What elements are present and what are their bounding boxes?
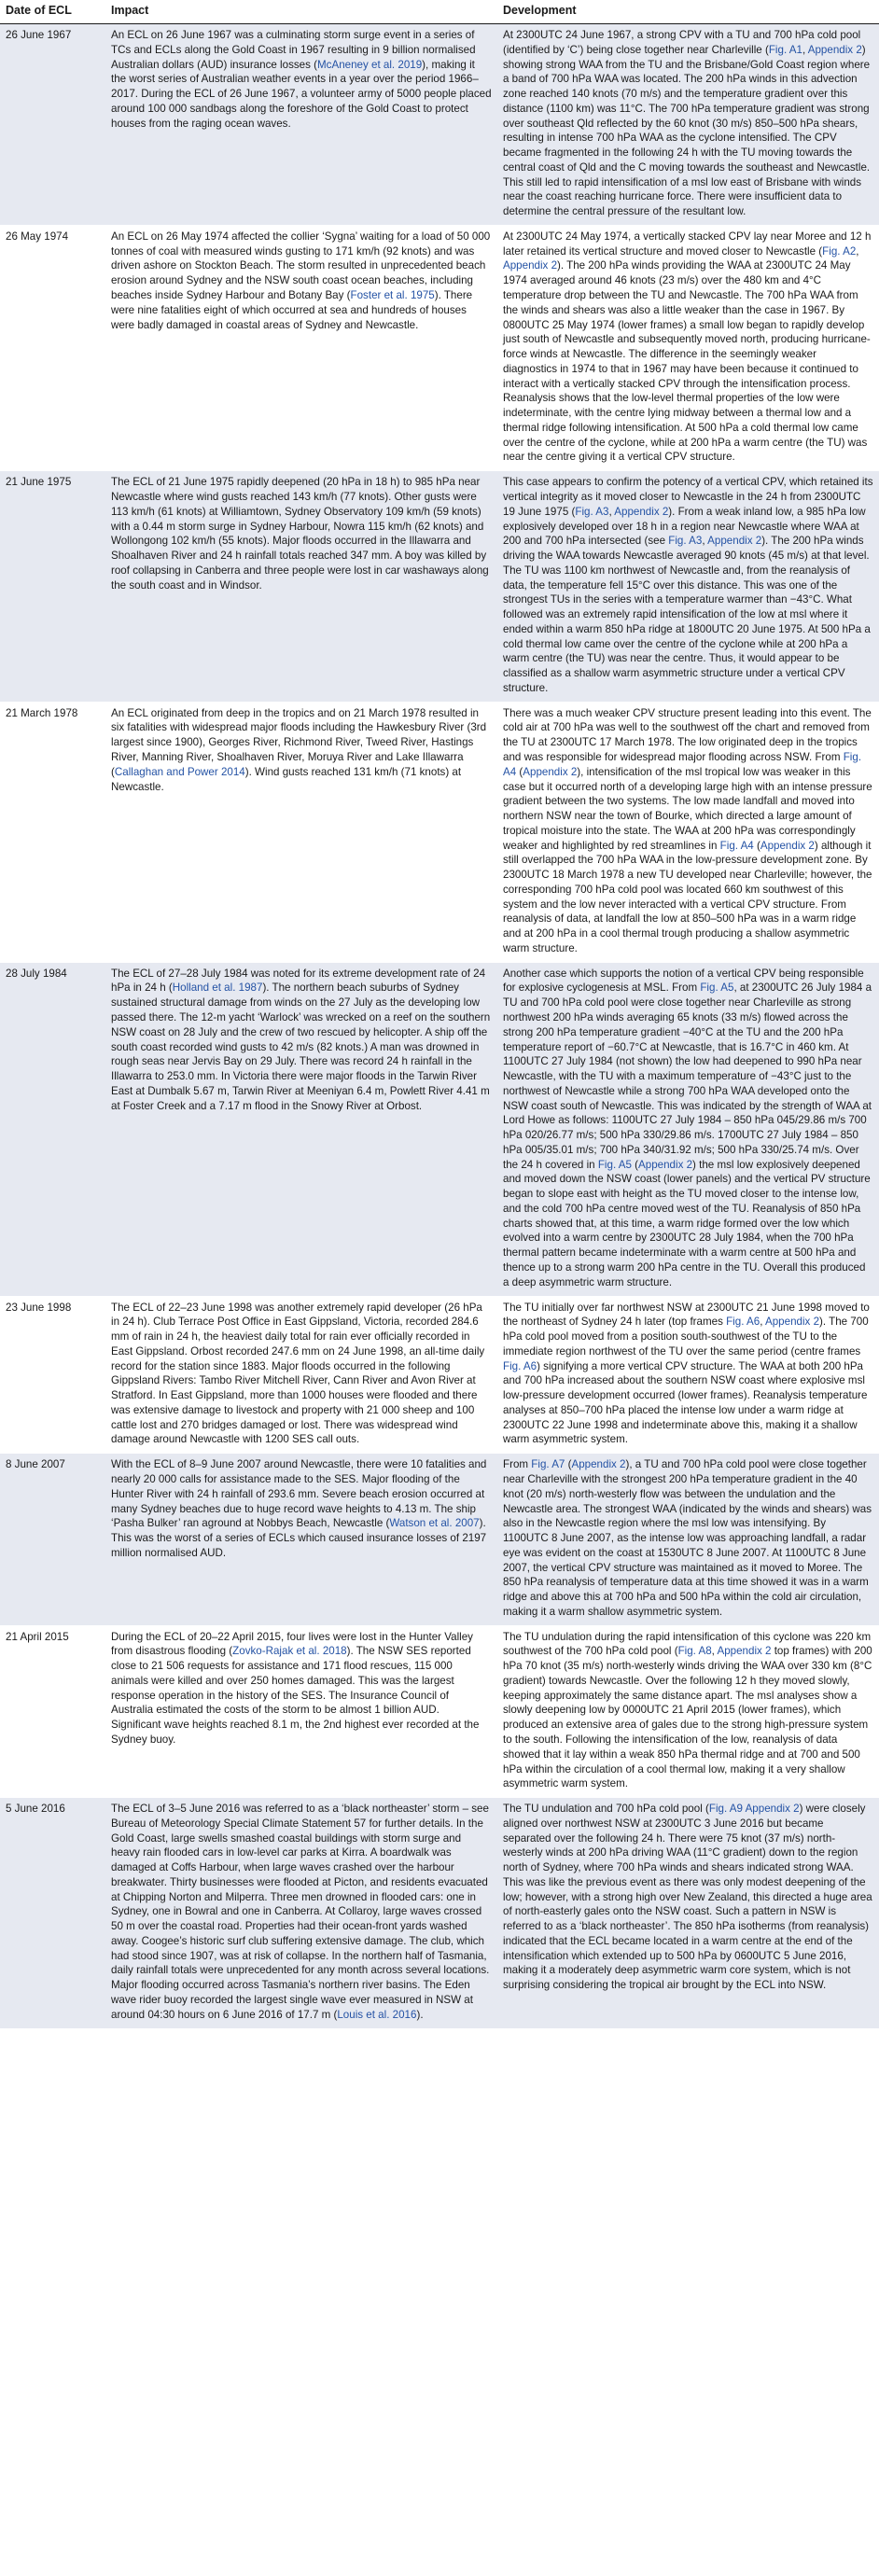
development-cell bbox=[497, 471, 879, 702]
citation-link[interactable]: Fig. A4 bbox=[503, 750, 862, 778]
table-row bbox=[0, 962, 879, 1296]
cell-text: ), a TU and 700 hPa cold pool were close together near Charleville with the strongest 200 hPa temperature gradient in the 40 knot (20 m/s) north-westerly flow was between the undulation and the Newcastle area. The strongest WAA (indicated by the winds and shears) was also in the Newcastle region where the msl low was intensifying. By 1100UTC 8 June 2007, as the intense low was approaching landfall, a radar eye was evident on the coast at 1530UTC 8 June 2007. At 1100UTC 8 June 2007, the vertical CPV structure was maintained as it moved to Moree. The 850 hPa reanalysis of temperature data at this time showed it was in a warm ridge and above this at 700 hPa and 500 hPa within the cold air circulation, making it a warm shallow asymmetric system. bbox=[503, 1458, 872, 1618]
table-row bbox=[0, 24, 879, 226]
date-cell: 23 June 1998 bbox=[0, 1296, 105, 1454]
cell-text: The TU undulation during the rapid intensification of this cyclone was 220 km southwest of the 700 hPa cold pool ( bbox=[503, 1630, 872, 1658]
impact-cell bbox=[105, 1625, 497, 1797]
cell-text: ). The NSW SES reported close to 21 506 requests for assistance and 171 flood rescues, 115 000 animals were killed and over 250 homes damaged. This was the largest response operation in the history of the SES. The Insurance Council of Australia estimated the costs of the storm to be almost 1 billion AUD. Significant wave heights reached 8.1 m, the 2nd highest ever recorded at the Sydney buoy. bbox=[111, 1645, 480, 1746]
impact-cell bbox=[105, 1798, 497, 2028]
citation-link[interactable]: Appendix 2 bbox=[745, 1803, 800, 1816]
cell-text: During the ECL of 20–22 April 2015, four lives were lost in the Hunter Valley from disastrous flooding ( bbox=[111, 1630, 473, 1658]
table-row bbox=[0, 1625, 879, 1797]
citation-link[interactable]: Fig. A6 bbox=[726, 1316, 760, 1329]
citation-link[interactable]: Appendix 2 bbox=[717, 1645, 772, 1658]
cell-text: ). The 700 hPa cold pool moved from a position south-southwest of the TU to the immediate region northwest of the TU over the same period (centre frames bbox=[503, 1316, 869, 1358]
cell-text: An ECL originated from deep in the tropics and on 21 March 1978 resulted in six fatalities with widespread major floods including the Hawkesbury River (3rd largest since 1900), Georges River, Richmond River, Tweed River, Hastings River, Manning River, Shoalhaven River, Moruya River and Lake Illawarra ( bbox=[111, 706, 487, 778]
table-row bbox=[0, 1296, 879, 1454]
date-cell: 26 May 1974 bbox=[0, 225, 105, 470]
cell-text: , bbox=[608, 505, 615, 518]
impact-cell bbox=[105, 962, 497, 1296]
date-cell: 21 June 1975 bbox=[0, 471, 105, 702]
impact-cell bbox=[105, 24, 497, 226]
table-row bbox=[0, 702, 879, 962]
cell-text: ). The northern beach suburbs of Sydney sustained structural damage from winds on the 27 July as the developing low passed there. The 12-m yacht ‘Warlock’ was wrecked on a reef on the southern NSW coast on 28 July and the crew of two rescued by helicopter. A ship off the south coast recorded wind gusts to 42 m/s (82 knots.) A man was drowned in rough seas near Jervis Bay on 29 July. There was record 24 h rainfall in the Illawarra to 253.0 mm. In Victoria there were major floods in the Tarwin River East at Dumbalk 5.67 m, Tarwin River at Meeniyan 6.4 m, Powlett River 4.41 m at Foster Creek and a 7.17 m flood in the Snowy River at Orbost. bbox=[111, 982, 491, 1112]
date-cell: 21 April 2015 bbox=[0, 1625, 105, 1797]
cell-text: ( bbox=[631, 1158, 639, 1171]
cell-text: ) although it still overlapped the 700 hPa WAA in the low-pressure development zone. By 2300UTC 18 March 1978 a new TU developed near Charleville; however, the corresponding 700 hPa cold pool was located 660 km southwest of this system and the low never interacted with a vertical CPV structure. From reanalysis of data, at landfall the low at 850–500 hPa was in a warm ridge and at 200 hPa in a cool thermal trough producing a shallow asymmetric warm structure. bbox=[503, 839, 872, 954]
cell-text: , at 2300UTC 26 July 1984 a TU and 700 hPa cold pool were close together near Charleville as strong northwest 200 hPa winds averaging 65 knots (33 m/s) flowed across the strong 200 hPa temperature gradient −40°C at the TU and the 200 hPa temperature report of −60.7°C at Newcastle, that is 16.7°C in 460 km. At 1100UTC 27 July 1984 (not shown) the low had deepened to 990 hPa near Newcastle, with the TU with a maximum temperature of −43°C just to the northwest of Newcastle while a strong 700 hPa WAA developed onto the NSW coast south of Newcastle. This was indicated by the strength of WAA at Lord Howe as follows: 1100UTC 27 July 1984 – 850 hPa 045/29.86 m/s 700 hPa 020/26.77 m/s; 500 hPa 330/29.86 m/s. 1700UTC 27 July 1984 – 850 hPa 005/35.01 m/s; 700 hPa 340/31.92 m/s; 500 hPa 330/25.74 m/s. Over the 24 h covered in bbox=[503, 982, 872, 1171]
table-row bbox=[0, 225, 879, 470]
cell-text: , bbox=[711, 1645, 718, 1658]
citation-link[interactable]: Appendix 2 bbox=[807, 43, 862, 56]
citation-link[interactable]: Callaghan and Power 2014 bbox=[114, 765, 245, 778]
citation-link[interactable]: Fig. A3 bbox=[575, 505, 609, 518]
cell-text: ). From a weak inland low, a 985 hPa low explosively developed over 18 h in a region near Newcastle where WAA at 200 and 700 hPa intersected (see bbox=[503, 505, 866, 548]
date-cell: 21 March 1978 bbox=[0, 702, 105, 962]
development-cell bbox=[497, 1296, 879, 1454]
cell-text: With the ECL of 8–9 June 2007 around Newcastle, there were 10 fatalities and nearly 20 000 calls for assistance made to the SES. Major flooding of the Hunter River with 24 h rainfall of 293.6 mm. Severe beach erosion occurred at many Sydney beaches due to huge record wave heights to 4.13 m. The ship ‘Pasha Bulker’ ran aground at Nobbys Beach, Newcastle ( bbox=[111, 1458, 487, 1530]
table-row bbox=[0, 1454, 879, 1625]
citation-link[interactable]: Appendix 2 bbox=[638, 1158, 693, 1171]
citation-link[interactable]: Fig. A5 bbox=[597, 1158, 632, 1171]
cell-text: From bbox=[503, 1458, 532, 1471]
cell-text: ) the msl low explosively deepened and moved down the NSW coast (lower panels) and the vertical PV structure began to slope east with height as the TU moved closer to the intense low, and the cold 700 hPa centre moved west of the TU. Reanalysis of 850 hPa charts showed that, at this time, a warm ridge formed over the low which evolved into a warm centre by 2300UTC 28 July 1984, when the 700 hPa thermal pattern became indeterminate with a warm centre at 500 hPa and thence up to a strong warm 200 hPa centre in the TU. Overall this produced a deep asymmetric warm structure. bbox=[503, 1158, 871, 1288]
impact-cell bbox=[105, 702, 497, 962]
cell-text: The TU initially over far northwest NSW at 2300UTC 21 June 1998 moved to the northeast of Sydney 24 h later (top frames bbox=[503, 1301, 870, 1329]
citation-link[interactable]: Appendix 2 bbox=[503, 259, 558, 272]
development-cell bbox=[497, 1798, 879, 2028]
cell-text: , bbox=[760, 1316, 765, 1329]
citation-link[interactable]: Fig. A1 bbox=[768, 43, 802, 56]
cell-text: At 2300UTC 24 May 1974, a vertically stacked CPV lay near Moree and 12 h later retained its vertical structure and moved closer to Newcastle ( bbox=[503, 230, 872, 258]
cell-text: The ECL of 22–23 June 1998 was another extremely rapid developer (26 hPa in 24 h). Club Terrace Post Office in East Gippsland, Victoria, recorded 284.6 mm of rain in 24 h, the heaviest daily total for rain ever officially recorded in East Gippsland. Orbost recorded 247.6 mm on 24 June 1998, an all-time daily record for the station since 1883. Major floods occurred in the following Gippsland Rivers: Tambo River Mitchell River, Cann River and Avon River at Stratford. In East Gippsland, more than 1000 houses were flooded and there was extensive damage to livestock and property with 21 000 sheep and 100 cattle lost and 270 bridges damaged or lost. There was widespread wind damage around Newcastle with 1200 SES call outs. bbox=[111, 1301, 485, 1446]
cell-text: ), intensification of the msl tropical low was weaker in this case but it occurred north of a developing large high with an intense pressure gradient between the two systems. The low made landfall and moved into northern NSW near the town of Bourke, which directed a large amount of tropical moisture into the state. The WAA at 200 hPa was correspondingly weaker and highlighted by red streamlines in bbox=[503, 765, 872, 852]
cell-text: ). bbox=[416, 2008, 424, 2021]
development-cell bbox=[497, 962, 879, 1296]
development-cell bbox=[497, 1454, 879, 1625]
cell-text: ). This was the worst of a series of ECLs which caused insurance losses of 2197 million normalised AUD. bbox=[111, 1517, 487, 1559]
cell-text: The ECL of 3–5 June 2016 was referred to as a ‘black northeaster’ storm – see Bureau of Meteorology Special Climate Statement 57 for further details. In the Gold Coast, large swells smashed coastal buildings with storm surge and heavy rain flooded cars in low-level car parks at Kirra. A boardwalk was damaged at Coffs Harbour, when large waves crashed over the harbour breakwater. Thirty businesses were flooded at Picton, and residents evacuated at Chipping Norton and Milperra. Three men drowned in flooded cars: one in Sydney, one in Bowral and one in Canberra. At Collaroy, large waves crossed 50 m over the coastal road. Properties had their ocean-front yards washed away. Coogee’s historic surf club suffering extensive damage. The club, which had stood since 1907, was at risk of collapse. In the northern half of Tasmania, daily rainfall totals were unprecedented for any month across several locations. Major flooding occurred across Tasmania’s northern river basins. The Eden wave rider buoy recorded the largest single wave ever measured in NSW at around 04:30 hours on 6 June 2016 of 17.7 m ( bbox=[111, 1803, 490, 2021]
citation-link[interactable]: Appendix 2 bbox=[523, 765, 578, 778]
citation-link[interactable]: Fig. A2 bbox=[822, 244, 857, 258]
cell-text: ). The 200 hPa winds driving the WAA towards Newcastle averaged 90 knots (45 m/s) at that level. The TU was 1100 km northwest of Newcastle and, from the reanalysis of data, the temperature fell 15°C over this distance. This was one of the strongest TUs in the series with a temperature warmer than −43°C. What followed was an extremely rapid intensification of the low at msl where it ended within a warm 850 hPa ridge at 1800UTC 20 June 1975. At 500 hPa a cold thermal low came over the centre of the cyclone while at 200 hPa a warm centre (the TU) was near the centre. Thus, it would appear to be classified as a shallow warm asymmetric structure under a vertical CPV structure. bbox=[503, 535, 871, 694]
date-cell: 5 June 2016 bbox=[0, 1798, 105, 2028]
table-header-row bbox=[0, 0, 879, 24]
impact-cell bbox=[105, 471, 497, 702]
impact-cell bbox=[105, 1296, 497, 1454]
citation-link[interactable]: Zovko-Rajak et al. 2018 bbox=[232, 1645, 347, 1658]
cell-text: Another case which supports the notion of a vertical CPV being responsible for explosive cyclogenesis at MSL. From bbox=[503, 967, 864, 995]
date-cell: 26 June 1967 bbox=[0, 24, 105, 226]
cell-text: The TU undulation and 700 hPa cold pool ( bbox=[503, 1803, 709, 1816]
cell-text: At 2300UTC 24 June 1967, a strong CPV with a TU and 700 hPa cold pool (identified by ‘C’) being close together near Charleville ( bbox=[503, 29, 861, 56]
citation-link[interactable]: Fig. A3 bbox=[668, 535, 703, 548]
citation-link[interactable]: Louis et al. 2016 bbox=[337, 2008, 417, 2021]
citation-link[interactable]: Fig. A4 bbox=[719, 839, 754, 852]
citation-link[interactable]: Appendix 2 bbox=[765, 1316, 820, 1329]
citation-link[interactable]: Fig. A6 bbox=[503, 1359, 537, 1372]
citation-link[interactable]: McAneney et al. 2019 bbox=[317, 58, 423, 71]
header-date: Date of ECL bbox=[0, 0, 105, 24]
citation-link[interactable]: Appendix 2 bbox=[614, 505, 669, 518]
cell-text: The ECL of 21 June 1975 rapidly deepened (20 hPa in 18 h) to 985 hPa near Newcastle where wind gusts reached 143 km/h (77 knots). Other gusts were 113 km/h (61 knots) at Williamtown, Sydney Observatory 109 km/h (59 knots) with a 0.44 m storm surge in Sydney Harbour, Nowra 115 km/h (62 knots) and Wollongong 102 km/h (55 knots). Major floods occurred in the Illawarra and Shoalhaven River and 24 h rainfall totals reached 347 mm. A boy was killed by roof collapsing in Canberra and three people were lost in car washaways along the south coast and in Windsor. bbox=[111, 476, 489, 592]
citation-link[interactable]: Fig. A7 bbox=[531, 1458, 565, 1471]
cell-text: top frames) with 200 hPa 70 knot (35 m/s) north-westerly winds driving the WAA over 330 km (8°C gradient) towards Newcastle. Over the following 12 h they moved slowly, keeping approximately the same distance apart. The msl analyses show a slowly deepening low by 0000UTC 21 April 2015 (lower frames), which produced an extensive area of gales due to the strong high-pressure system to the south. Following the intensification of the low, reanalysis of data showed that it lay within a weak 850 hPa thermal ridge and at 700 and 500 hPa within the circulation of a cool thermal low, making it a very shallow asymmetric warm system. bbox=[503, 1645, 872, 1790]
impact-cell bbox=[105, 225, 497, 470]
development-cell bbox=[497, 702, 879, 962]
cell-text: ( bbox=[565, 1458, 572, 1471]
citation-link[interactable]: Fig. A5 bbox=[700, 982, 734, 995]
date-cell: 8 June 2007 bbox=[0, 1454, 105, 1625]
header-impact: Impact bbox=[105, 0, 497, 24]
cell-text: , bbox=[702, 535, 708, 548]
cell-text: ) signifying a more vertical CPV structure. The WAA at both 200 hPa and 700 hPa increased about the southern NSW coast where explosive msl low-pressure development occurred (lower frames). Reanalysis temperature analyses at 850–700 hPa placed the intense low under a warm ridge at 2300UTC 22 June 1998 and indeterminate above this, making it a shallow warm asymmetric system. bbox=[503, 1359, 868, 1446]
table-row bbox=[0, 471, 879, 702]
citation-link[interactable]: Holland et al. 1987 bbox=[172, 982, 263, 995]
citation-link[interactable]: Appendix 2 bbox=[760, 839, 815, 852]
table-row bbox=[0, 1798, 879, 2028]
header-development: Development bbox=[497, 0, 879, 24]
cell-text: An ECL on 26 June 1967 was a culminating storm surge event in a series of TCs and ECLs along the Gold Coast in 1967 resulting in 9 billion normalised Australian dollars (AUD) insurance losses ( bbox=[111, 29, 476, 71]
cell-text: ), making it the worst series of Australian weather events in a year over the period 1966–2017. During the ECL of 26 June 1967, a volunteer army of 5000 people placed around 100 000 sandbags along the foreshore of the Gold Coast to protect houses from the raging ocean waves. bbox=[111, 58, 492, 130]
citation-link[interactable]: Fig. A8 bbox=[677, 1645, 712, 1658]
cell-text: There was a much weaker CPV structure present leading into this event. The cold air at 700 hPa was well to the southwest off the chart and removed from the TU at 2300UTC 17 March 1978. The low originated deep in the tropics and was responsible for widespread major flooding across NSW. From bbox=[503, 706, 872, 763]
citation-link[interactable]: Appendix 2 bbox=[571, 1458, 626, 1471]
cell-text: ( bbox=[753, 839, 760, 852]
cell-text: ). There were nine fatalities eight of which occurred at sea and hundreds of houses were badly damaged in coastal areas of Sydney and Newcastle. bbox=[111, 289, 473, 331]
development-cell bbox=[497, 1625, 879, 1797]
citation-link[interactable]: Fig. A9 bbox=[708, 1803, 743, 1816]
cell-text: An ECL on 26 May 1974 affected the collier ‘Sygna’ waiting for a load of 50 000 tonnes of coal with measured winds gusting to 171 km/h (92 knots) and was driven ashore on Stockton Beach. The storm resulted in unprecedented beach erosion around Sydney and the NSW south coast ocean beaches, including beaches inside Sydney Harbour and Botany Bay ( bbox=[111, 230, 491, 302]
citation-link[interactable]: Appendix 2 bbox=[707, 535, 762, 548]
cell-text: ) were closely aligned over northwest NSW at 2300UTC 3 June 2016 but became separated over the following 24 h. There were 75 knot (37 m/s) north-westerly winds at 200 hPa driving WAA (11°C gradient) down to the region north of Sydney, where 700 hPa winds and shears indicated strong WAA. This was like the previous event as there was only modest deepening of the low; however, with a strong high over New Zealand, this directed a huge area of north-easterly gales onto the NSW coast. Such a pattern in NSW is referred to as a ‘black northeaster’. The 850 hPa isotherms (from reanalysis) indicated that the ECL became located in a warm centre at the end of the intensification which extended up to 500 hPa by 0600UTC 5 June 2016, making it a moderately deep asymmetric warm core system, which is not surprising considering the tropical air brought by the ECL into NSW. bbox=[503, 1803, 872, 1992]
cell-text: , bbox=[856, 244, 859, 258]
cell-text: ) showing strong WAA from the TU and the Brisbane/Gold Coast region where a band of 700 hPa WAA was located. The 200 hPa winds in this advection zone reached 140 knots (70 m/s) and the temperature gradient over this distance (1100 km) was 11°C. The 700 hPa temperature gradient was strong over southeast Qld reflected by the 60 knot (30 m/s) 850–500 hPa shears, resulting in intense 700 hPa WAA as the cyclone intensified. The CPV became fragmented in the following 24 h with the TU moving towards the central coast of Qld and the C moving towards the southeast and Newcastle. This still led to rapid intensification of a msl low east of Brisbane with winds near the coast reaching hurricane force. There were insufficient data to determine the central pressure of the resultant low. bbox=[503, 43, 871, 218]
cell-text: The ECL of 27–28 July 1984 was noted for its extreme development rate of 24 hPa in 24 h ( bbox=[111, 967, 486, 995]
cell-text: , bbox=[802, 43, 808, 56]
cell-text: ). The 200 hPa winds providing the WAA at 2300UTC 24 May 1974 averaged around 46 knots (23 m/s) over the 480 km and 4°C temperature drop between the TU and Newcastle. The 700 hPa WAA from the winds and shears was also a little weaker than the case in 1967. By 0800UTC 25 May 1974 (lower frames) a small low began to rapidly develop just south of Newcastle and subsequently moved north, producing hurricane-force winds at Newcastle. The difference in the seemingly weaker diagnostics in 1974 to that in 1967 may have been because it continued to interact with a vertically stacked CPV through the intensification process. Reanalysis shows that the low-level thermal properties of the low were indeterminate, with the centre lying midway between a thermal low and a thermal ridge following intensification. At 500 hPa a cold thermal low came over the centre of the cyclone, while at 200 hPa a warm centre (the TU) was near the centre giving it a vertical CPV structure. bbox=[503, 259, 871, 464]
date-cell: 28 July 1984 bbox=[0, 962, 105, 1296]
development-cell bbox=[497, 225, 879, 470]
impact-cell bbox=[105, 1454, 497, 1625]
citation-link[interactable]: Watson et al. 2007 bbox=[389, 1517, 480, 1530]
cell-text: ). Wind gusts reached 131 km/h (71 knots) at Newcastle. bbox=[111, 765, 462, 793]
cell-text: This case appears to confirm the potency of a vertical CPV, which retained its vertical integrity as it moved closer to Newcastle in the 24 h from 2300UTC 19 June 1975 ( bbox=[503, 476, 873, 518]
citation-link[interactable]: Foster et al. 1975 bbox=[350, 289, 435, 302]
cell-text: ( bbox=[516, 765, 523, 778]
development-cell bbox=[497, 24, 879, 226]
